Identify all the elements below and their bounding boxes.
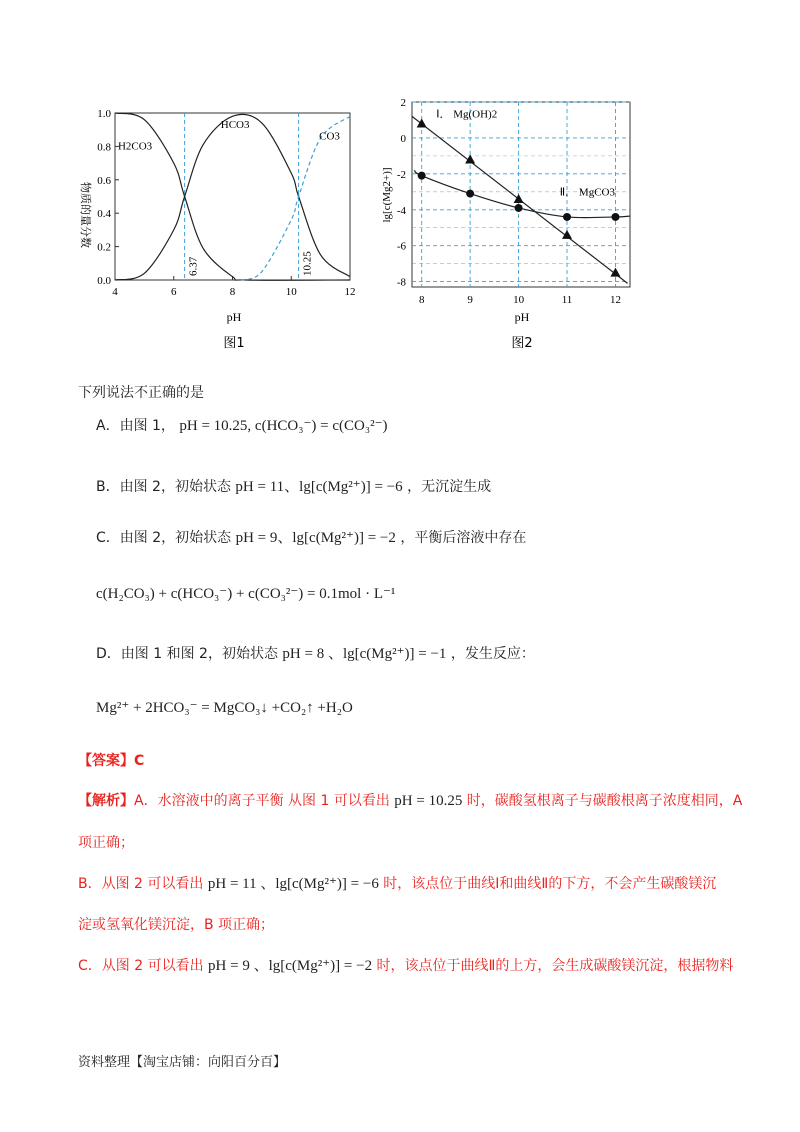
analysis-c-text2: 时，该点位于曲线Ⅱ的上方，会生成碳酸镁沉淀，根据物料: [376, 958, 734, 974]
analysis-b-math: pH = 11 、lg[c(Mg²⁺)] = −6: [207, 876, 379, 892]
analysis-a-text2: 时，碳酸氢根离子与碳酸根离子浓度相同，A: [466, 793, 743, 809]
option-b-suffix: ，无沉淀生成: [407, 479, 492, 495]
option-c: [96, 527, 526, 549]
fig1-x-tick-label: 8: [229, 286, 236, 298]
fig1-pka-marker-label: 6.37: [187, 256, 200, 276]
fig2-x-tick-label: 9: [467, 294, 473, 306]
fig1-label-h2co3: H2CO3: [117, 140, 153, 153]
figure-1-chart: [60, 95, 380, 360]
fig2-series-mgco3-point: [611, 213, 619, 221]
analysis-a-cont: 项正确；: [78, 835, 134, 851]
question-stem: 下列说法不正确的是: [78, 385, 204, 401]
fig1-x-tick-label: 4: [112, 286, 118, 298]
option-b-prefix: B．由图 2，初始状态: [96, 479, 231, 495]
fig1-x-tick-label: 6: [171, 286, 177, 298]
fig2-series-mgco3-point: [563, 213, 571, 221]
analysis-a: [78, 790, 742, 812]
fig1-x-tick-label: 10: [285, 286, 297, 298]
fig2-y-tick-label: -2: [396, 168, 406, 181]
option-d-prefix: D．由图 1 和图 2，初始状态: [96, 646, 278, 662]
analysis-b-cont: 淀或氢氧化镁沉淀，B 项正确；: [78, 917, 275, 933]
fig2-label-curve-1: Ⅰ． Mg(OH)2: [436, 108, 498, 121]
analysis-b-text: B．从图 2 可以看出: [78, 876, 204, 892]
fig1-y-tick-label: 1.0: [97, 108, 111, 120]
fig2-y-tick-label: -6: [396, 240, 406, 253]
fig2-y-tick-label: -4: [396, 204, 406, 217]
option-c-equation: c(H₂CO₃) + c(HCO₃⁻) + c(CO₃²⁻) = 0.1mol · L⁻¹: [96, 586, 396, 602]
fig1-label-hco3: HCO3: [220, 119, 250, 132]
fig2-caption: 图2: [511, 336, 533, 351]
option-d-equation: Mg²⁺ + 2HCO₃⁻ = MgCO₃↓ +CO₂↑ +H₂O: [96, 700, 353, 716]
analysis-b-text2: 时，该点位于曲线Ⅰ和曲线Ⅱ的下方，不会产生碳酸镁沉: [383, 876, 717, 892]
answer-label: 【答案】: [78, 753, 134, 769]
fig1-ylabel: 物质的量分数: [79, 182, 92, 248]
analysis-a-text: A．水溶液中的离子平衡 从图 1 可以看出: [134, 793, 390, 809]
fig2-x-tick-label: 10: [513, 294, 525, 306]
analysis-a-math: pH = 10.25: [394, 793, 463, 809]
fig1-x-tick-label: 12: [344, 286, 356, 298]
option-c-prefix: C．由图 2，初始状态: [96, 530, 232, 546]
fig2-y-tick-label: -8: [396, 276, 406, 289]
fig1-xlabel: pH: [226, 310, 242, 324]
fig2-y-tick-label: 0: [400, 132, 406, 145]
fig2-x-tick-label: 12: [609, 294, 621, 306]
fig2-y-tick-label: 2: [400, 97, 406, 109]
fig2-xlabel: pH: [514, 310, 530, 324]
figure-2-chart: [380, 95, 650, 360]
analysis-b: [78, 873, 716, 895]
fig2-series-mgco3-point: [466, 190, 474, 198]
fig1-caption: 图1: [223, 336, 245, 351]
analysis-c: [78, 955, 733, 977]
fig1-pka-marker-label: 10.25: [301, 251, 314, 276]
option-c-suffix: ，平衡后溶液中存在: [400, 530, 527, 546]
fig2-series-mgco3-point: [418, 172, 426, 180]
fig1-y-tick-label: 0.2: [97, 241, 111, 254]
answer: [78, 750, 144, 772]
option-a-prefix: A．由图 1，: [96, 418, 175, 434]
analysis-c-text: C．从图 2 可以看出: [78, 958, 204, 974]
answer-value: C: [134, 753, 145, 769]
footer-source: 资料整理【淘宝店铺：向阳百分百】: [78, 1055, 287, 1070]
option-b: [96, 476, 491, 498]
fig2-ylabel: lg[c(Mg2+)]: [381, 167, 393, 223]
fig1-series-hco3-line: [115, 114, 350, 280]
fig2-x-tick-label: 11: [561, 294, 573, 306]
fig1-y-tick-label: 0.0: [97, 275, 111, 287]
option-a: [96, 415, 388, 437]
fig1-plot-frame: [115, 113, 350, 280]
fig2-series-mgoh2-point: [610, 268, 620, 277]
fig1-series-h2co3-line: [115, 113, 350, 280]
fig1-y-tick-label: 0.6: [97, 174, 111, 187]
fig2-series-mgoh2-point: [417, 119, 427, 128]
fig2-series-mgco3-point: [515, 204, 523, 212]
option-b-math: pH = 11、lg[c(Mg²⁺)] = −6: [235, 479, 403, 495]
option-d-math: pH = 8 、lg[c(Mg²⁺)] = −1: [282, 646, 447, 662]
option-d: [96, 643, 535, 665]
fig2-label-curve-2: Ⅱ． MgCO3: [559, 186, 615, 199]
option-c-math: pH = 9、lg[c(Mg²⁺)] = −2: [235, 530, 396, 546]
analysis-label: 【解析】: [78, 793, 134, 809]
fig2-x-tick-label: 8: [418, 294, 425, 306]
fig1-y-tick-label: 0.8: [97, 141, 111, 154]
fig1-y-tick-label: 0.4: [97, 208, 111, 221]
option-a-math: pH = 10.25, c(HCO₃⁻) = c(CO₃²⁻): [179, 418, 388, 434]
option-d-suffix: ，发生反应：: [450, 646, 535, 662]
fig1-label-co3: CO3: [319, 130, 340, 143]
analysis-c-math: pH = 9 、lg[c(Mg²⁺)] = −2: [208, 958, 373, 974]
fig2-series-mgoh2-point: [514, 194, 524, 203]
